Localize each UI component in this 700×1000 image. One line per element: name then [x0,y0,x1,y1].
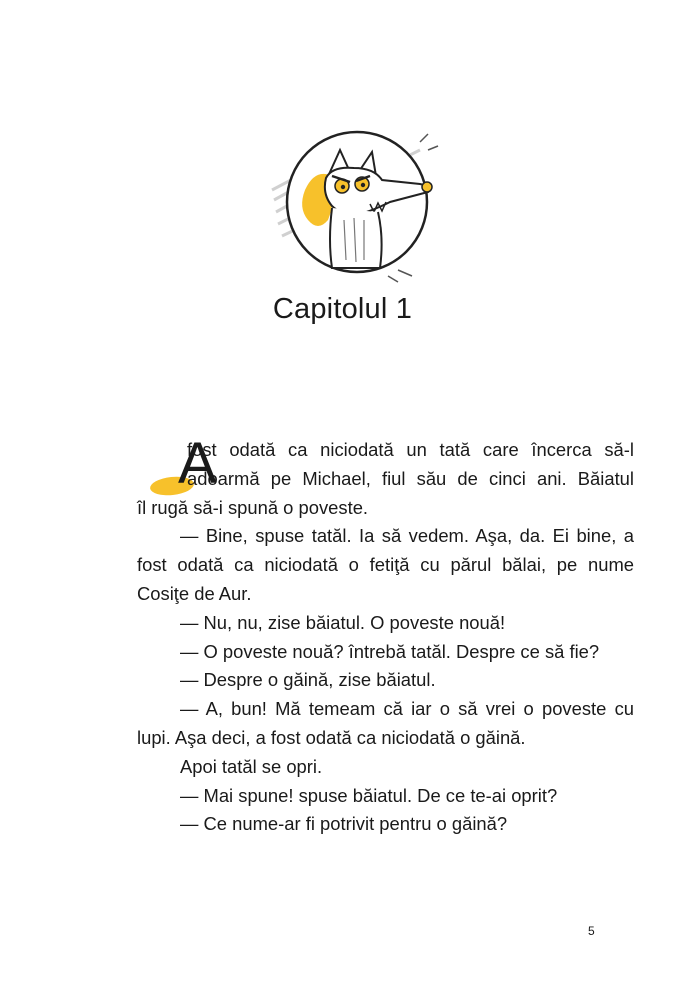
text-line: lupi. Aşa deci, a fost odată ca niciodată o găină. [137,726,526,748]
text-line: — Nu, nu, zise băiatul. O poveste nouă! [180,611,506,633]
text-line: Cosiţe de Aur. [137,582,252,604]
text-line: — A, bun! Mă temeam că iar o să vrei o poveste cu [180,698,634,720]
text-line: Apoi tatăl se opri. [180,755,323,777]
text-line: — Ce nume-ar fi potrivit pentru o găină? [180,813,508,835]
text-line: fost odată ca niciodată o fetiţă cu părul bălai, pe nume [137,554,634,576]
drop-cap-letter: A [178,431,217,496]
text-line: fost odată ca niciodată un tată care încerca să-l [187,439,634,460]
text-line: — Bine, spuse tatăl. Ia să vedem. Aşa, da. Ei bine, a [180,525,634,547]
text-line: — Mai spune! spuse băiatul. De ce te-ai oprit? [180,784,558,806]
text-line: — O poveste nouă? întrebă tatăl. Despre ce să fie? [180,640,600,662]
text-line: adoarmă pe Michael, fiul său de cinci ani. Băiatul [187,467,634,489]
text-line: îl rugă să-i spună o poveste. [137,496,369,518]
wolf-portrait-icon [270,120,445,285]
page-number: 5 [588,924,595,938]
text-line: — Despre o găină, zise băiatul. [180,669,436,691]
chapter-title: Capitolul 1 [272,293,413,325]
story-text [137,431,634,839]
